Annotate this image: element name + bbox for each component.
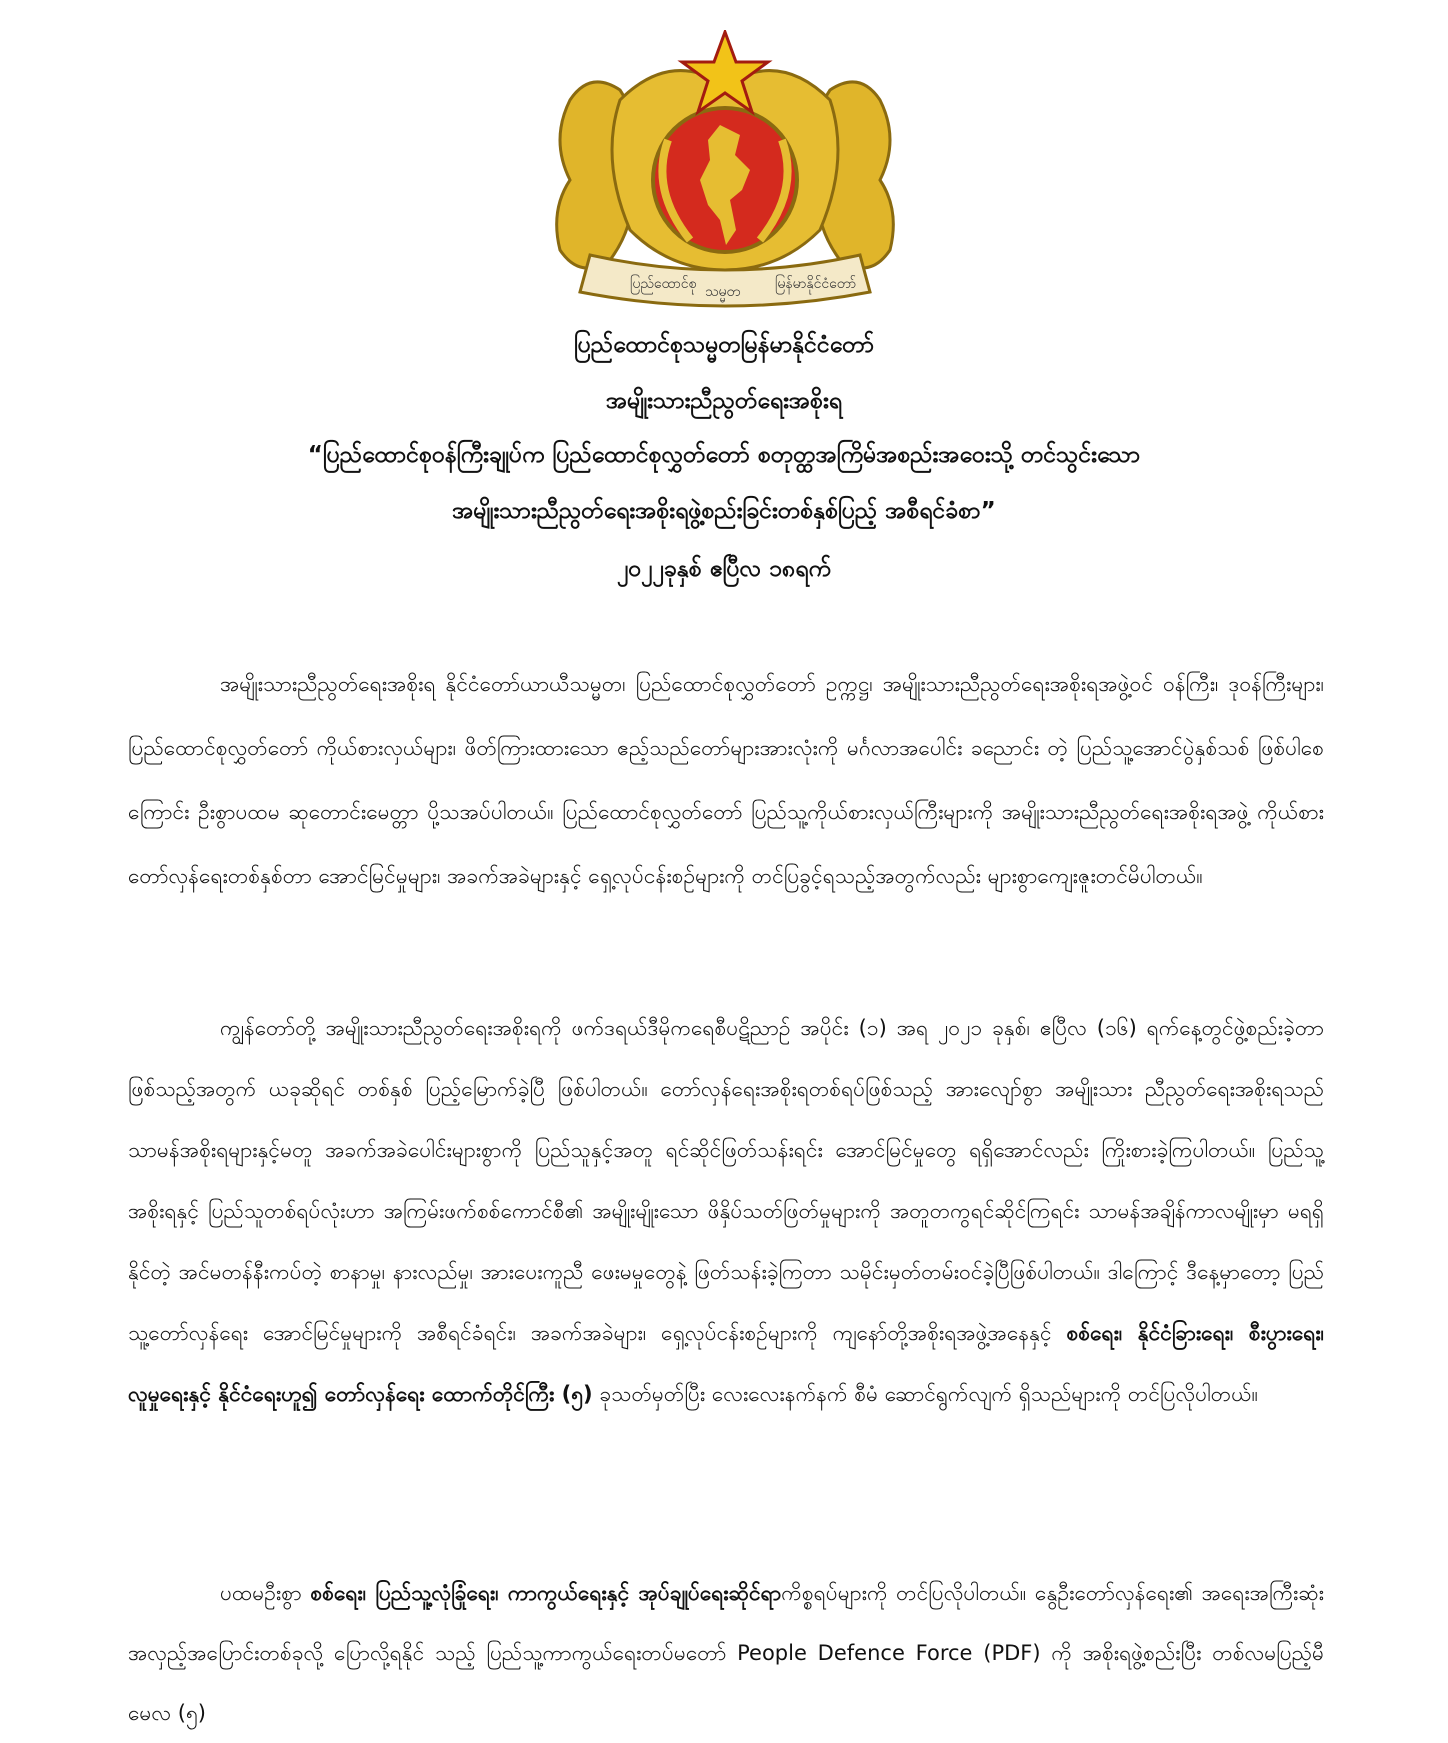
header-title-line1: “ပြည်ထောင်စုဝန်ကြီးချုပ်က ပြည်ထောင်စုလွှတ်တော် စတုတ္ထအကြိမ်အစည်းအဝေးသို့ တင်သွင်းသော xyxy=(307,442,1141,468)
paragraph-3-bold: စစ်ရေး၊ ပြည်သူ့လုံခြုံရေး၊ ကာကွယ်ရေးနှင့် အုပ်ချုပ်ရေးဆိုင်ရာ xyxy=(310,1581,782,1605)
paragraph-1 xyxy=(128,652,1324,908)
paragraph-2-tail: ခုသတ်မှတ်ပြီး လေးလေးနက်နက် စီမံ ဆောင်ရွက်လျက် ရှိသည်များကို တင်ပြလိုပါတယ်။ xyxy=(599,1382,1258,1406)
header-date: ၂၀၂၂ခုနှစ် ဧပြီလ ၁၈ရက် xyxy=(617,556,831,582)
paragraph-3 xyxy=(128,1563,1324,1743)
paragraph-2-bold: စစ်ရေး၊ နိုင်ငံခြားရေး၊ စီးပွားရေး၊ လူမှုရေးနှင့် နိုင်ငံရေးဟူ၍ တော်လှန်ရေး ထောက်တိုင်ကြီး (၅) xyxy=(128,1321,1324,1406)
header-title-line2: အမျိုးသားညီညွတ်ရေးအစိုးရဖွဲ့စည်းခြင်းတစ်နှစ်ပြည့် အစီရင်ခံစာ” xyxy=(452,498,996,524)
paragraph-3-text: ကိစ္စရပ်များကို တင်ပြလိုပါတယ်။ နွေဦးတော်လှန်ရေး၏ အရေးအကြီးဆုံး အလှည့်အပြောင်းတစ်ခုလို့ ပြောလို့ရနိုင် သည့် ပြည်သူ့ကာကွယ်ရေးတပ်မတော် People Defence Force (PDF) ကို အစိုးရဖွဲ့စည်းပြီး တစ်လမပြည့်မီ မေလ (၅) xyxy=(128,1581,1325,1725)
paragraph-2-text: ကျွန်တော်တို့ အမျိုးသားညီညွတ်ရေးအစိုးရကို ဖက်ဒရယ်ဒီမိုကရေစီပဋိညာဉ် အပိုင်း (၁) အရ ၂၀၂၁ ခုနှစ်၊ ဧပြီလ (၁၆) ရက်နေ့တွင်ဖွဲ့စည်းခဲ့တာ ဖြစ်သည့်အတွက် ယခုဆိုရင် တစ်နှစ် ပြည့်မြောက်ခဲ့ပြီ ဖြစ်ပါတယ်။ တော်လှန်ရေးအစိုးရတစ်ရပ်ဖြစ်သည့် အားလျော်စွာ အမျိုးသား ညီညွတ်ရေးအစိုးရသည် သာမန်အစိုးရများနှင့်မတူ အခက်အခဲပေါင်းများစွာကို ပြည်သူနှင့်အတူ ရင်ဆိုင်ဖြတ်သန်းရင်း အောင်မြင်မှုတွေ ရရှိအောင်လည်း ကြိုးစားခဲ့ကြပါတယ်။ ပြည်သူ့အစိုးရနှင့် ပြည်သူတစ်ရပ်လုံးဟာ အကြမ်းဖက်စစ်ကောင်စီ၏ အမျိုးမျိုးသော ဖိနှိပ်သတ်ဖြတ်မှုများကို အတူတကွရင်ဆိုင်ကြရင်း သာမန်အချိန်ကာလမျိုးမှာ မရရှိနိုင်တဲ့ အင်မတန်နီးကပ်တဲ့ စာနာမှု၊ နားလည်မှု၊ အားပေးကူညီ ဖေးမမှုတွေနဲ့ ဖြတ်သန်းခဲ့ကြတာ သမိုင်းမှတ်တမ်းဝင်ခဲ့ပြီဖြစ်ပါတယ်။ ဒါကြောင့် ဒီနေ့မှာတော့ ပြည်သူ့တော်လှန်ရေး အောင်မြင်မှုများကို အစီရင်ခံရင်း၊ အခက်အခဲများ၊ ရှေ့လုပ်ငန်းစဉ်များကို ကျနော်တို့အစိုးရအဖွဲ့အနေနှင့် xyxy=(128,1016,1324,1345)
paragraph-1-text: အမျိုးသားညီညွတ်ရေးအစိုးရ နိုင်ငံတော်ယာယီသမ္မတ၊ ပြည်ထောင်စုလွှတ်တော် ဥက္ကဋ္ဌ၊ အမျိုးသားညီညွတ်ရေးအစိုးရအဖွဲ့ဝင် ဝန်ကြီး၊ ဒုဝန်ကြီးများ၊ ပြည်ထောင်စုလွှတ်တော် ကိုယ်စားလှယ်များ၊ ဖိတ်ကြားထားသော ဧည့်သည်တော်များအားလုံးကို မင်္ဂလာအပေါင်း ခညောင်း တဲ့ ပြည်သူ့အောင်ပွဲနှစ်သစ် ဖြစ်ပါစေကြောင်း ဦးစွာပထမ ဆုတောင်းမေတ္တာ ပို့သအပ်ပါတယ်။ ပြည်ထောင်စုလွှတ်တော် ပြည်သူ့ကိုယ်စားလှယ်ကြီးများကို အမျိုးသားညီညွတ်ရေးအစိုးရအဖွဲ့ ကိုယ်စား တော်လှန်ရေးတစ်နှစ်တာ အောင်မြင်မှုများ၊ အခက်အခဲများနှင့် ရှေ့လုပ်ငန်းစဉ်များကို တင်ပြခွင့်ရသည့်အတွက်လည်း များစွာကျေးဇူးတင်မိပါတယ်။ xyxy=(128,672,1324,888)
banner-center-text: သမ္မတ xyxy=(705,284,741,300)
header-country: ပြည်ထောင်စုသမ္မတမြန်မာနိုင်ငံတော် xyxy=(573,332,875,358)
banner-left-text: ပြည်ထောင်စု xyxy=(630,276,697,292)
state-emblem xyxy=(550,30,900,310)
paragraph-2 xyxy=(128,998,1324,1425)
paragraph-3-lead: ပထမဦးစွာ xyxy=(220,1581,302,1605)
banner-right-text: မြန်မာနိုင်ငံတော် xyxy=(775,276,857,292)
header-government: အမျိုးသားညီညွတ်ရေးအစိုးရ xyxy=(605,388,843,414)
